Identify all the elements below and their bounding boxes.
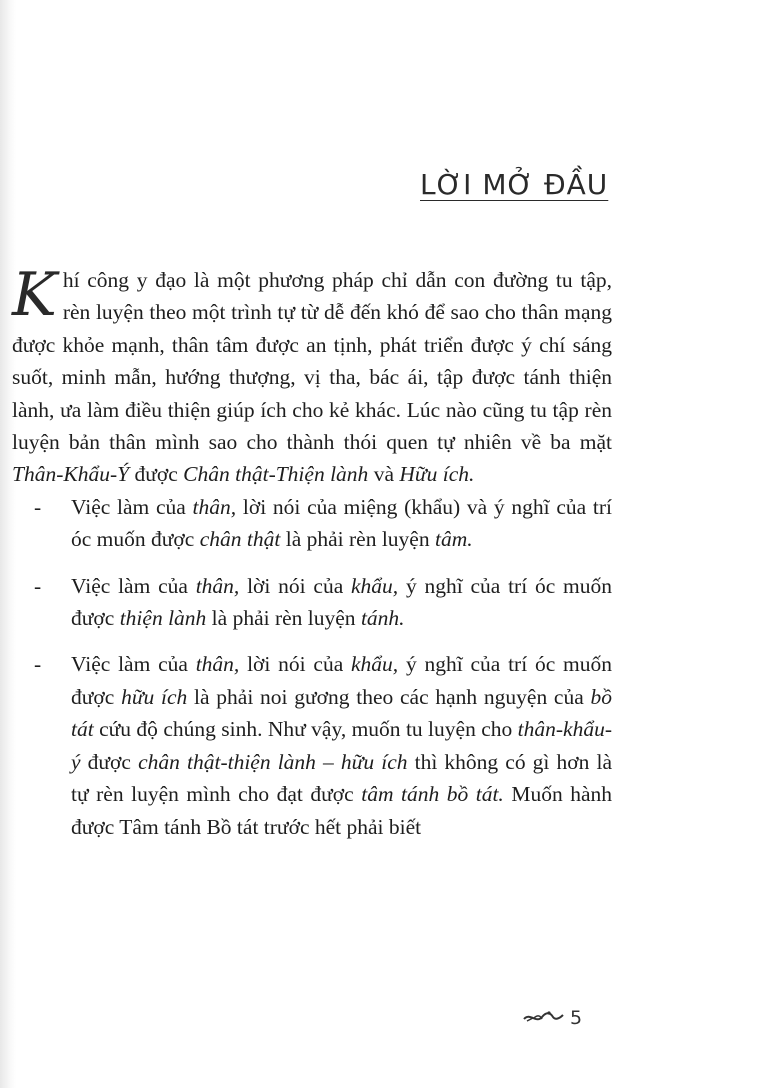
text-run: lời nói của [239,652,352,677]
bullet-runs [71,652,612,838]
text-run: Muốn hành được Tâm tánh Bồ tát trước hết phải biết [71,782,612,839]
bullet-dash: - [34,573,42,598]
text-run: và [368,462,400,487]
text-run: ý nghĩ của trí óc muốn được [71,652,612,709]
page-title: LỜI MỞ ĐẦU [420,168,609,201]
text-run: Việc làm của [71,494,193,519]
text-run: thì không có gì hơn là tự rèn luyện mình cho đạt được [71,749,612,807]
italic-text-run: Chân thật-Thiện lành [183,462,369,487]
bullet-runs [71,574,612,630]
flourish-ornament-icon [522,1006,566,1030]
italic-text-run: thân, [192,494,237,519]
italic-text-run: tâm tánh bồ tát. [361,782,504,807]
text-run: lời nói của [239,573,352,598]
italic-text-run: hữu ích [121,684,188,709]
italic-text-run: Thân-Khẩu-Ý [12,462,130,487]
text-run: Việc làm của [71,652,196,677]
bullet-dash: - [34,494,42,519]
italic-text-run: khẩu, [351,652,399,677]
text-run: là phải noi gương theo các hạnh nguyện của [187,684,591,709]
italic-text-run: chân thật [199,527,281,552]
text-run: là phải rèn luyện [206,606,361,631]
text-run: hí công y đạo là một phương pháp chỉ dẫn con đường tu tập, rèn luyện theo một trình tự từ dễ đến khó để sao cho thân mạng được khỏe mạnh, thân tâm được an tịnh, phát triển được ý chí sáng suốt, minh mẫn, hướng thượng, vị tha, bác ái, tập được tánh thiện lành, ưa làm điều thiện giúp ích cho kẻ khác. Lúc nào cũng tu tập rèn luyện bản thân mình sao cho thành thói quen tự nhiên về ba mặt [12,268,612,455]
text-run: được [80,749,139,774]
italic-text-run: tánh. [360,606,405,631]
text-run: cứu độ chúng sinh. Như vậy, muốn tu luyện cho [93,717,518,742]
page-number: 5 [570,1007,583,1029]
page-footer [522,1006,582,1030]
bullet-runs [71,495,612,551]
italic-text-run: khẩu, [351,573,399,598]
drop-cap: K [12,260,57,330]
intro-paragraph [12,260,612,491]
bullet-item [12,648,612,842]
italic-text-run: tâm. [434,527,473,552]
text-run: ý nghĩ của trí óc muốn được [71,573,612,631]
italic-text-run: thân, [195,652,240,677]
italic-text-run: thân-khẩu-ý [71,717,612,774]
bullet-list [12,491,612,843]
text-run: được [129,462,184,487]
text-run: Việc làm của [71,573,196,598]
italic-text-run: bồ tát [71,684,612,742]
intro-runs [12,260,612,487]
italic-text-run: thiện lành [119,606,207,631]
text-run: lời nói của miệng (khẩu) và ý nghĩ của trí óc muốn được [71,494,613,552]
italic-text-run: chân thật-thiện lành – hữu ích [138,749,408,774]
italic-text-run: thân, [195,573,240,598]
text-run: là phải rèn luyện [280,527,435,552]
bullet-dash: - [34,652,42,677]
bullet-item [12,570,612,635]
italic-text-run: Hữu ích. [399,462,475,487]
body-text [12,260,613,843]
bullet-item [12,491,612,556]
